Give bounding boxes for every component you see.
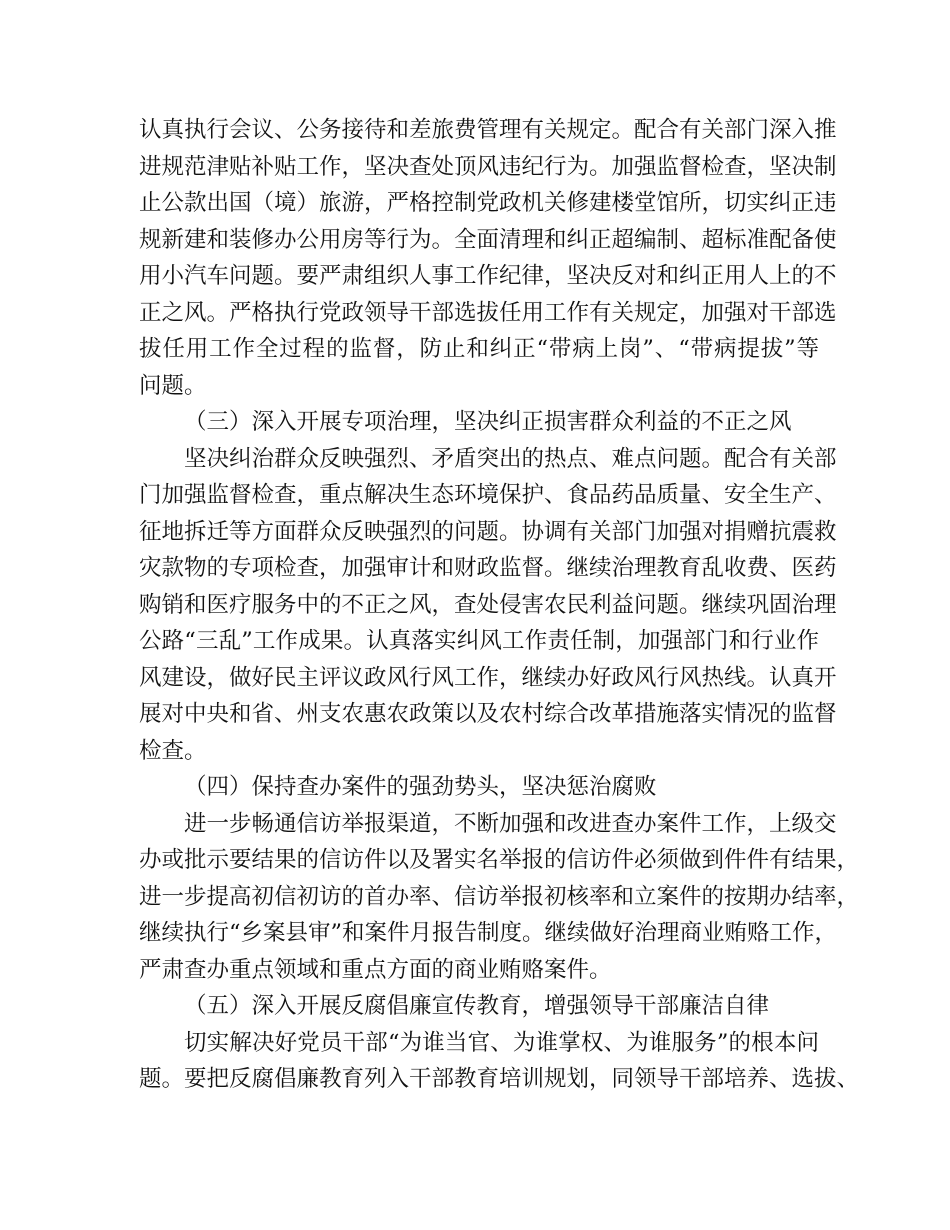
- section-heading: （五）深入开展反腐倡廉宣传教育，增强领导干部廉洁自律: [184, 993, 770, 1019]
- paragraph-line: 拔任用工作全过程的监督，防止和纠正“带病上岗”、“带病提拔”等: [139, 336, 819, 362]
- paragraph-line: 继续执行“乡案县审”和案件月报告制度。继续做好治理商业贿赂工作，: [139, 920, 838, 946]
- paragraph-line: 购销和医疗服务中的不正之风，查处侵害农民利益问题。继续巩固治理: [139, 591, 837, 618]
- paragraph-line: 进一步提高初信初访的首办率、信访举报初核率和立案件的按期办结率，: [139, 883, 860, 910]
- paragraph-line: 规新建和装修办公用房等行为。全面清理和纠正超编制、超标准配备使: [139, 226, 837, 253]
- paragraph-line: 用小汽车问题。要严肃组织人事工作纪律，坚决反对和纠正用人上的不: [139, 263, 837, 289]
- paragraph-line: 办或批示要结果的信访件以及署实名举报的信访件必须做到件件有结果，: [139, 847, 860, 873]
- paragraph-line: 进一步畅通信访举报渠道，不断加强和改进查办案件工作，上级交: [184, 810, 837, 837]
- paragraph-line: 展对中央和省、州支农惠农政策以及农村综合改革措施落实情况的监督: [139, 701, 837, 727]
- section-heading: （三）深入开展专项治理，坚决纠正损害群众利益的不正之风: [184, 409, 792, 435]
- paragraph-line: 切实解决好党员干部“为谁当官、为谁掌权、为谁服务”的根本问: [184, 1029, 819, 1056]
- paragraph-line: 问题。: [139, 372, 207, 399]
- paragraph-line: 门加强监督检查，重点解决生态环境保护、食品药品质量、安全生产、: [139, 482, 837, 508]
- paragraph-line: 公路“三乱”工作成果。认真落实纠风工作责任制，加强部门和行业作: [139, 628, 819, 654]
- document-body: [139, 112, 860, 1098]
- paragraph-line: 风建设，做好民主评议政风行风工作，继续办好政风行风热线。认真开: [139, 664, 837, 691]
- paragraph-line: 进规范津贴补贴工作，坚决查处顶风违纪行为。加强监督检查，坚决制: [139, 153, 837, 180]
- paragraph-line: 征地拆迁等方面群众反映强烈的问题。协调有关部门加强对捐赠抗震救: [139, 518, 837, 545]
- paragraph-line: 认真执行会议、公务接待和差旅费管理有关规定。配合有关部门深入推: [139, 117, 837, 143]
- paragraph-line: 检查。: [139, 737, 207, 764]
- section-heading: （四）保持查办案件的强劲势头，坚决惩治腐败: [184, 774, 657, 800]
- paragraph-line: 坚决纠治群众反映强烈、矛盾突出的热点、难点问题。配合有关部: [184, 445, 837, 472]
- paragraph-line: 止公款出国（境）旅游，严格控制党政机关修建楼堂馆所，切实纠正违: [139, 190, 837, 216]
- paragraph-line: 题。要把反腐倡廉教育列入干部教育培训规划，同领导干部培养、选拔、: [139, 1066, 860, 1092]
- paragraph-line: 正之风。严格执行党政领导干部选拔任用工作有关规定，加强对干部选: [139, 299, 837, 326]
- paragraph-line: 灾款物的专项检查，加强审计和财政监督。继续治理教育乱收费、医药: [139, 555, 837, 581]
- paragraph-line: 严肃查办重点领域和重点方面的商业贿赂案件。: [139, 956, 612, 983]
